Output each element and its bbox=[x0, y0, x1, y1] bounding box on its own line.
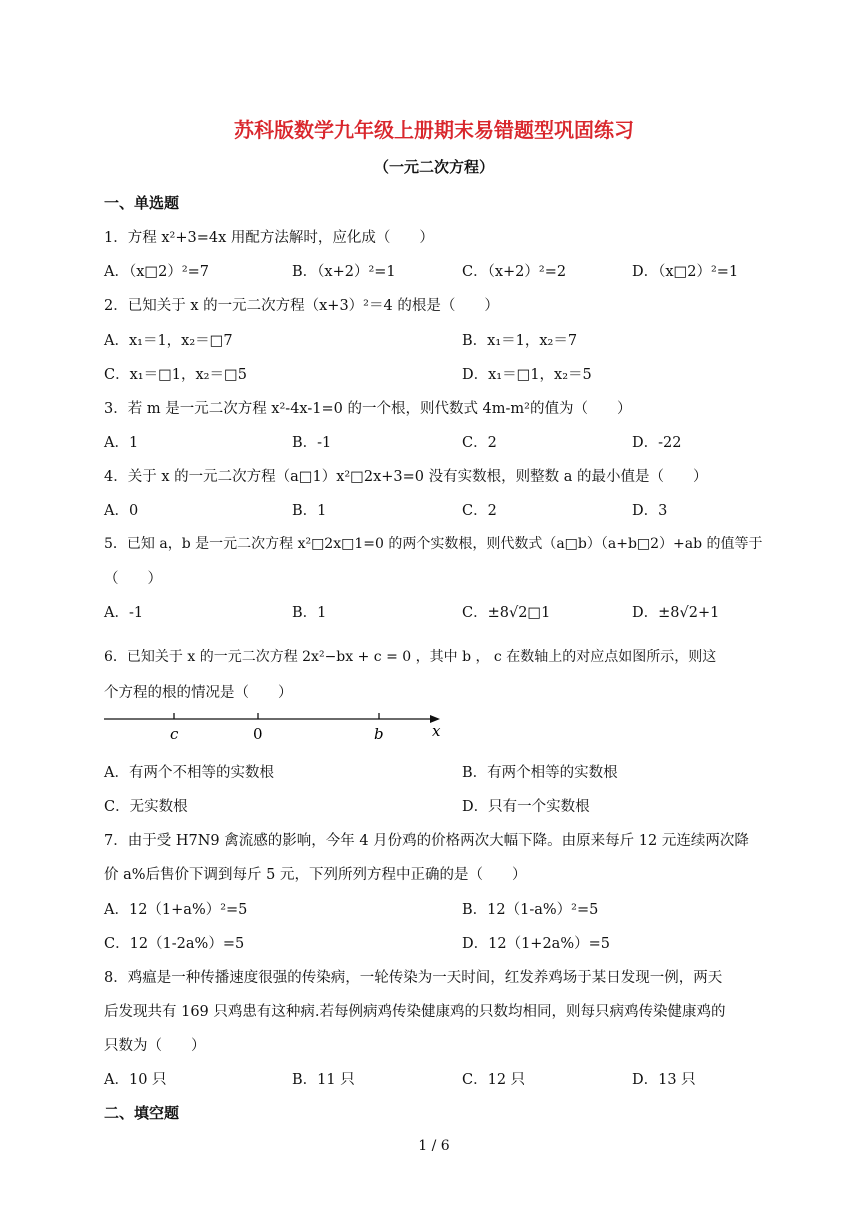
question-8-option-b: B．11 只 bbox=[292, 1072, 355, 1088]
question-7-stem-line-1: 7．由于受 H7N9 禽流感的影响，今年 4 月份鸡的价格两次大幅下降。由原来每斤 12 元连续两次降 bbox=[104, 833, 749, 849]
question-3-option-d: D．-22 bbox=[632, 435, 682, 451]
question-1-stem: 1．方程 x²+3=4x 用配方法解时，应化成（ ） bbox=[104, 230, 434, 246]
label-zero: 0 bbox=[253, 725, 263, 743]
section-heading-fill-blank: 二、填空题 bbox=[104, 1104, 180, 1122]
question-1-option-b: B．（x+2）²=1 bbox=[292, 264, 396, 280]
question-7-option-b: B．12（1-a%）²=5 bbox=[462, 902, 599, 918]
question-4-option-c: C．2 bbox=[462, 503, 497, 519]
question-6-stem-line-1: 6．已知关于 x 的一元二次方程 2x²−bx + c = 0 ，其中 b ， c 在数轴上的对应点如图所示，则这 bbox=[104, 649, 717, 665]
question-6-option-d: D．只有一个实数根 bbox=[462, 799, 590, 815]
question-5-option-a: A．-1 bbox=[104, 605, 144, 621]
question-7-option-c: C．12（1-2a%）=5 bbox=[104, 936, 245, 952]
question-4-option-b: B．1 bbox=[292, 503, 327, 519]
question-7-stem-line-2: 价 a%后售价下调到每斤 5 元，下列所列方程中正确的是（ ） bbox=[104, 867, 527, 883]
label-x: x bbox=[432, 722, 441, 740]
question-5-stem-line-1: 5．已知 a，b 是一元二次方程 x²□2x□1=0 的两个实数根，则代数式（a□b）（a+b□2）+ab 的值等于 bbox=[104, 536, 763, 552]
question-8-option-d: D．13 只 bbox=[632, 1072, 696, 1088]
question-8-stem-line-1: 8．鸡瘟是一种传播速度很强的传染病，一轮传染为一天时间，红发养鸡场于某日发现一例，两天 bbox=[104, 970, 723, 986]
question-4-option-d: D．3 bbox=[632, 503, 668, 519]
label-c: c bbox=[170, 725, 179, 743]
question-6-option-b: B．有两个相等的实数根 bbox=[462, 765, 618, 781]
question-4-stem: 4．关于 x 的一元二次方程（a□1）x²□2x+3=0 没有实数根，则整数 a 的最小值是（ ） bbox=[104, 469, 708, 485]
question-7-option-d: D．12（1+2a%）=5 bbox=[462, 936, 610, 952]
question-6-stem-line-2: 个方程的根的情况是（ ） bbox=[104, 685, 293, 701]
question-3-option-c: C．2 bbox=[462, 435, 497, 451]
question-5-stem-line-2: （ ） bbox=[104, 571, 162, 587]
question-4-option-a: A．0 bbox=[104, 503, 139, 519]
question-5-option-d: D．±8√2+1 bbox=[632, 605, 720, 621]
question-8-option-a: A．10 只 bbox=[104, 1072, 167, 1088]
section-heading-single-choice: 一、单选题 bbox=[104, 194, 180, 212]
number-line-figure bbox=[100, 704, 450, 744]
page-number: 1 / 6 bbox=[418, 1138, 450, 1154]
question-6-option-c: C．无实数根 bbox=[104, 799, 188, 815]
question-2-option-d: D．x₁＝□1，x₂＝5 bbox=[462, 367, 592, 383]
question-2-option-c: C．x₁＝□1，x₂＝□5 bbox=[104, 367, 247, 383]
question-7-option-a: A．12（1+a%）²=5 bbox=[104, 902, 248, 918]
question-1-option-d: D．（x□2）²=1 bbox=[632, 264, 739, 280]
question-3-option-b: B．-1 bbox=[292, 435, 332, 451]
page-subtitle: （一元二次方程） bbox=[373, 158, 494, 176]
question-6-option-a: A．有两个不相等的实数根 bbox=[104, 765, 274, 781]
question-8-option-c: C．12 只 bbox=[462, 1072, 526, 1088]
question-3-option-a: A．1 bbox=[104, 435, 139, 451]
question-5-option-c: C．±8√2□1 bbox=[462, 605, 551, 621]
page-title: 苏科版数学九年级上册期末易错题型巩固练习 bbox=[234, 118, 634, 142]
label-b: b bbox=[374, 725, 384, 743]
question-2-stem: 2．已知关于 x 的一元二次方程（x+3）²＝4 的根是（ ） bbox=[104, 298, 499, 314]
question-5-option-b: B．1 bbox=[292, 605, 327, 621]
question-8-stem-line-2: 后发现共有 169 只鸡患有这种病.若每例病鸡传染健康鸡的只数均相同，则每只病鸡传染健康鸡的 bbox=[104, 1004, 726, 1020]
question-2-option-b: B．x₁＝1，x₂＝7 bbox=[462, 333, 578, 349]
question-8-stem-line-3: 只数为（ ） bbox=[104, 1038, 206, 1054]
question-3-stem: 3．若 m 是一元二次方程 x²-4x-1=0 的一个根，则代数式 4m-m²的值为（ ） bbox=[104, 401, 632, 417]
question-2-option-a: A．x₁＝1，x₂＝□7 bbox=[104, 333, 233, 349]
question-1-option-a: A．（x□2）²=7 bbox=[104, 264, 210, 280]
question-1-option-c: C．（x+2）²=2 bbox=[462, 264, 567, 280]
